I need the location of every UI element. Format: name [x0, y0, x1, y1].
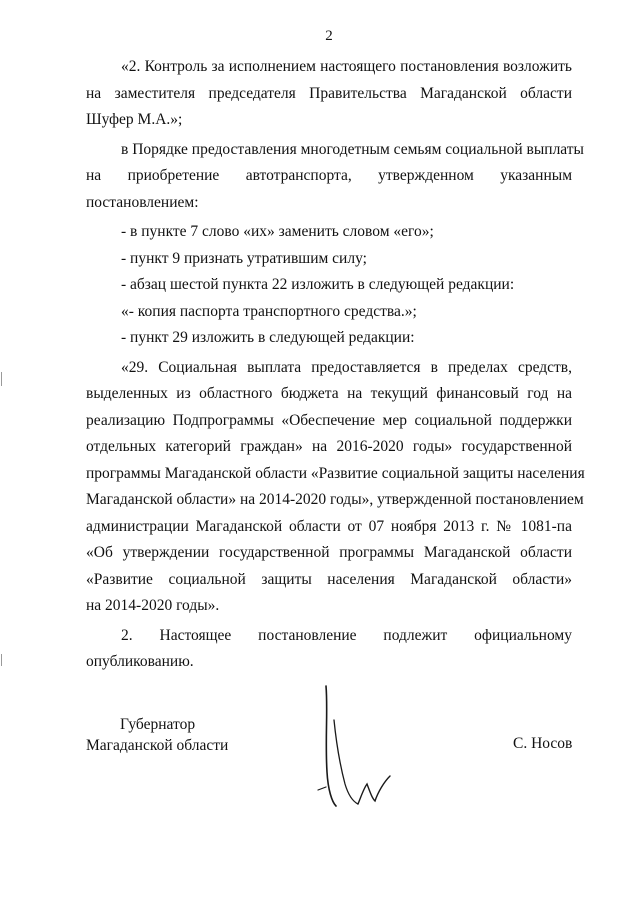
- page-number: 2: [325, 28, 333, 44]
- paragraph-clause-29: [86, 355, 585, 620]
- paragraph-publication: [86, 623, 572, 676]
- text-line: «Развитие социальной защиты населения Магаданской области»: [86, 570, 572, 588]
- text-line: на приобретение автотранспорта, утвержденном указанным: [86, 167, 572, 184]
- text-line: реализацию Подпрограммы «Обеспечение мер социальной поддержки: [86, 411, 572, 429]
- text-line: «Об утверждении государственной программы Магаданской области: [86, 544, 572, 561]
- text-line: «2. Контроль за исполнением настоящего постановления возложить: [121, 58, 572, 75]
- text-line: 2. Настоящее постановление подлежит официальному: [121, 626, 572, 644]
- document-body: [86, 54, 585, 676]
- handwritten-signature: [312, 680, 402, 820]
- margin-scan-mark: [1, 654, 2, 666]
- text-line: Магаданской области» на 2014-2020 годы», утвержденной постановлением: [86, 491, 584, 508]
- list-item: - пункт 29 изложить в следующей редакции:: [121, 329, 415, 346]
- text-line: выделенных из областного бюджета на текущий финансовый год на: [86, 385, 572, 402]
- paragraph-control-clause: [86, 54, 572, 134]
- text-line: администрации Магаданской области от 07 ноября 2013 г. № 1081-па: [86, 517, 572, 535]
- signatory-title: [86, 714, 228, 756]
- text-line: отдельных категорий граждан» на 2016-2020 годы» государственной: [86, 438, 572, 455]
- text-line: «29. Социальная выплата предоставляется в пределах средств,: [121, 358, 572, 376]
- list-item: «- копия паспорта транспортного средства.»;: [121, 302, 417, 320]
- text-line: в Порядке предоставления многодетным семьям социальной выплаты: [121, 140, 584, 158]
- text-line: опубликованию.: [86, 653, 194, 670]
- amendment-list: [86, 219, 572, 352]
- paragraph-procedure-intro: [86, 137, 584, 217]
- text-line: Шуфер М.А.»;: [86, 111, 183, 128]
- text-line: на 2014-2020 годы».: [86, 597, 220, 614]
- text-line: постановлением:: [86, 193, 199, 211]
- signatory-region: Магаданской области: [86, 737, 229, 754]
- list-item: - абзац шестой пункта 22 изложить в следующей редакции:: [121, 276, 515, 293]
- signer-name: С. Носов: [513, 735, 573, 752]
- text-line: на заместителя председателя Правительства Магаданской области: [86, 84, 572, 102]
- list-item: - пункт 9 признать утратившим силу;: [121, 249, 367, 267]
- signatory-position: Губернатор: [120, 716, 196, 733]
- list-item: - в пункте 7 слово «их» заменить словом «его»;: [121, 223, 434, 240]
- margin-scan-mark: [1, 372, 2, 386]
- text-line: программы Магаданской области «Развитие социальной защиты населения: [86, 464, 585, 482]
